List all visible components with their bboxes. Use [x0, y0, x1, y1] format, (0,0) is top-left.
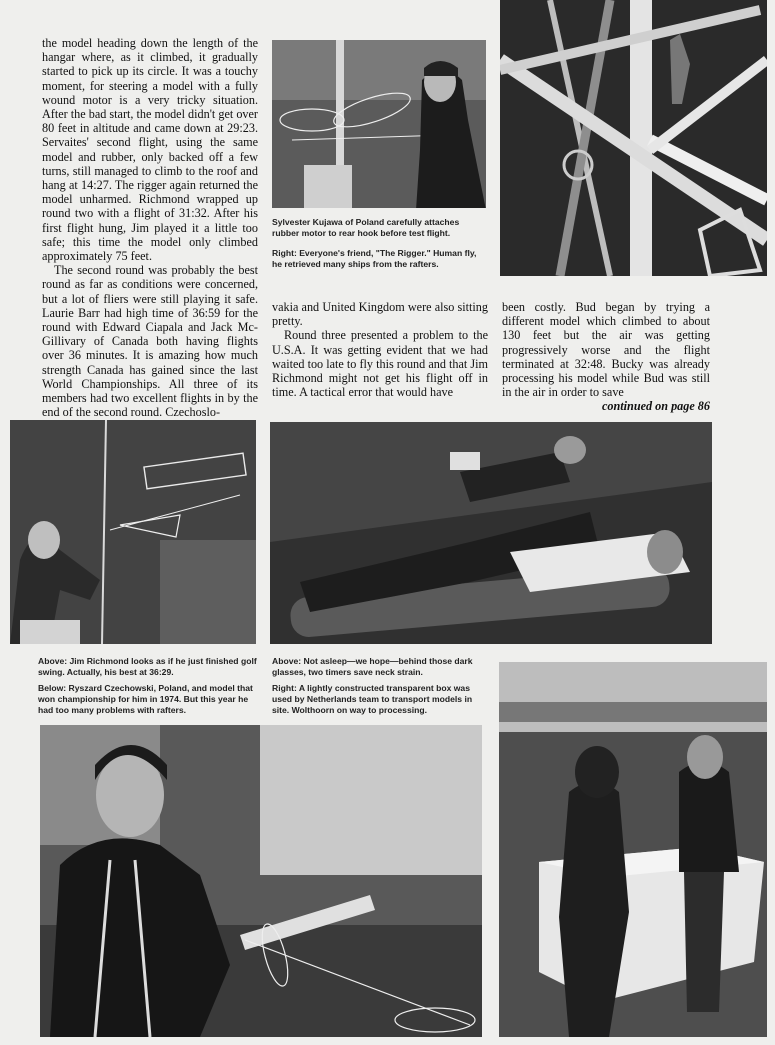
caption-czechowski: Below: Ryszard Czechowski, Poland, and model that won championship for him in 1974. But this year he had too many problems with rafters. [38, 683, 253, 715]
photo-rigger [500, 0, 767, 276]
article-paragraph: The second round was probably the best round as far as conditions were concerned, but a lot of fliers were still playing it safe. Laurie Barr had high time of 36:59 for the round with Edward Ciapala and Jack Mc-Gillivary of Canada both having flights over 36 minutes. It is amazing how much strength Canada has gained since the last World Championships. All three of its members had two excellent flights in by the end of the second round. Czechoslo- [42, 263, 258, 420]
caption-block-left [38, 656, 260, 721]
article-paragraph: the model heading down the length of the hangar where, as it climbed, it gradually started to pick up its circle. It was a touchy moment, for steering a model with a fully wound motor is a very tricky situation. After the bad start, the model didn't get over 80 feet in altitude and came down at 29:23. Servaites' second flight, using the same model and rubber, only backed off a few turns, still managed to climb to the roof and hang at 14:27. The rigger again returned the model unharmed. Richmond wrapped up round two with a flight of 31:32. After his first flight hung, Jim played it a little too safe; this time the model only climbed approximately 75 feet. [42, 36, 258, 264]
photo-richmond [10, 420, 256, 644]
article-column-1 [42, 36, 258, 419]
article-paragraph: been costly. Bud began by trying a different model which climbed to about 130 feet but the air was getting progressively worse and the flight terminated at 32:48. Bucky was already processing his model while Bud was still in the air in order to save [502, 300, 710, 400]
continued-note: continued on page 86 [601, 399, 710, 414]
caption-box: Right: A lightly constructed transparent box was used by Netherlands team to transport models in site. Wolthoorn on way to processing. [272, 683, 473, 715]
caption-block-middle [272, 656, 490, 721]
caption-rigger: Right: Everyone's friend, "The Rigger." Human fly, he retrieved many ships from the rafters. [272, 248, 477, 269]
photo-czechowski [40, 725, 482, 1037]
photo-timers [270, 422, 712, 644]
article-paragraph: Round three presented a problem to the U.S.A. It was getting evident that we had waited too late to fly this round and that Jim Richmond might not get his flight off in time. A tactical error that would have [272, 328, 488, 400]
article-column-2 [272, 300, 488, 399]
photo-box [499, 662, 767, 1037]
caption-asleep: Above: Not asleep—we hope—behind those dark glasses, two timers save neck strain. [272, 656, 473, 677]
caption-block-kujawa [272, 217, 488, 275]
caption-richmond: Above: Jim Richmond looks as if he just finished golf swing. Actually, his best at 36:29. [38, 656, 257, 677]
caption-kujawa: Sylvester Kujawa of Poland carefully attaches rubber motor to rear hook before test flight. [272, 217, 460, 238]
photo-kujawa [272, 40, 486, 208]
article-paragraph: vakia and United Kingdom were also sitting pretty. [272, 300, 488, 329]
article-column-3 [502, 300, 710, 414]
